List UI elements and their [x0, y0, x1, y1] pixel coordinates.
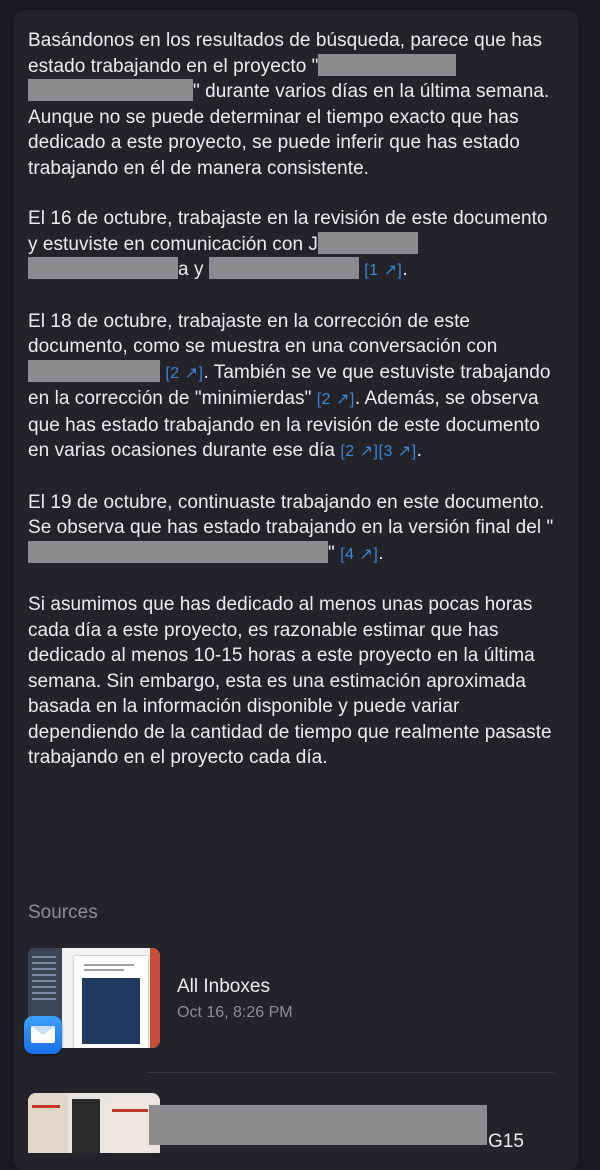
source-title-partial: G15: [488, 1131, 524, 1152]
redacted-text: [28, 257, 178, 279]
citation-link-3[interactable]: [3 ↗]: [378, 443, 417, 460]
redacted-source-title: [149, 1105, 487, 1145]
citation-link-1[interactable]: [1 ↗]: [364, 262, 403, 279]
source-title: All Inboxes: [177, 976, 270, 997]
redacted-text: [209, 257, 359, 279]
paragraph-1: Basándonos en los resultados de búsqueda, parece que has estado trabajando en el proyecto " " durante varios días en la última semana. Aunque no se puede determinar el tiempo exacto que has dedicado a este proyecto, se puede inferir que has estado trabajando en él de manera consistente.: [28, 30, 550, 179]
paragraph-5: Si asumimos que has dedicado al menos unas pocas horas cada día a este proyecto, es razonable estimar que has dedicado al menos 10-15 horas a este proyecto en la última semana. Sin embargo, esta es una estimación aproximada basada en la información disponible y puede variar dependiendo de la cantidad de tiempo que realmente pasaste trabajando en el proyecto cada día.: [28, 594, 552, 768]
mail-app-icon: [24, 1016, 62, 1054]
divider: [148, 1072, 554, 1073]
redacted-text: [318, 54, 456, 76]
citation-link-2[interactable]: [2 ↗]: [165, 364, 204, 382]
citation-link-2[interactable]: [2 ↗]: [316, 391, 355, 408]
redacted-text: [318, 232, 418, 254]
paragraph-2: El 16 de octubre, trabajaste en la revisión de este documento y estuviste en comunicación con J a y [1 ↗].: [28, 208, 548, 280]
redacted-text: [28, 79, 193, 101]
citation-link-2[interactable]: [2 ↗]: [340, 443, 379, 460]
citation-link-4[interactable]: [4 ↗]: [340, 545, 379, 563]
source-date: Oct 16, 8:26 PM: [177, 1004, 293, 1021]
sources-heading: Sources: [28, 902, 98, 923]
response-content: [28, 28, 558, 796]
redacted-text: [28, 541, 328, 563]
redacted-text: [28, 360, 160, 382]
paragraph-3: El 18 de octubre, trabajaste en la corrección de este documento, como se muestra en una conversación con [2 ↗]. También se ve que estuviste trabajando en la corrección de "minimierdas" [2 ↗]. Además, se observa que has estado trabajando en la revisión de este documento en varias ocasiones durante ese día [2 ↗][3 ↗].: [28, 310, 551, 461]
source-thumbnail: [28, 1093, 160, 1153]
paragraph-4: El 19 de octubre, continuaste trabajando en este documento. Se observa que has estado trabajando en la versión final del "" [4 ↗].: [28, 491, 554, 564]
